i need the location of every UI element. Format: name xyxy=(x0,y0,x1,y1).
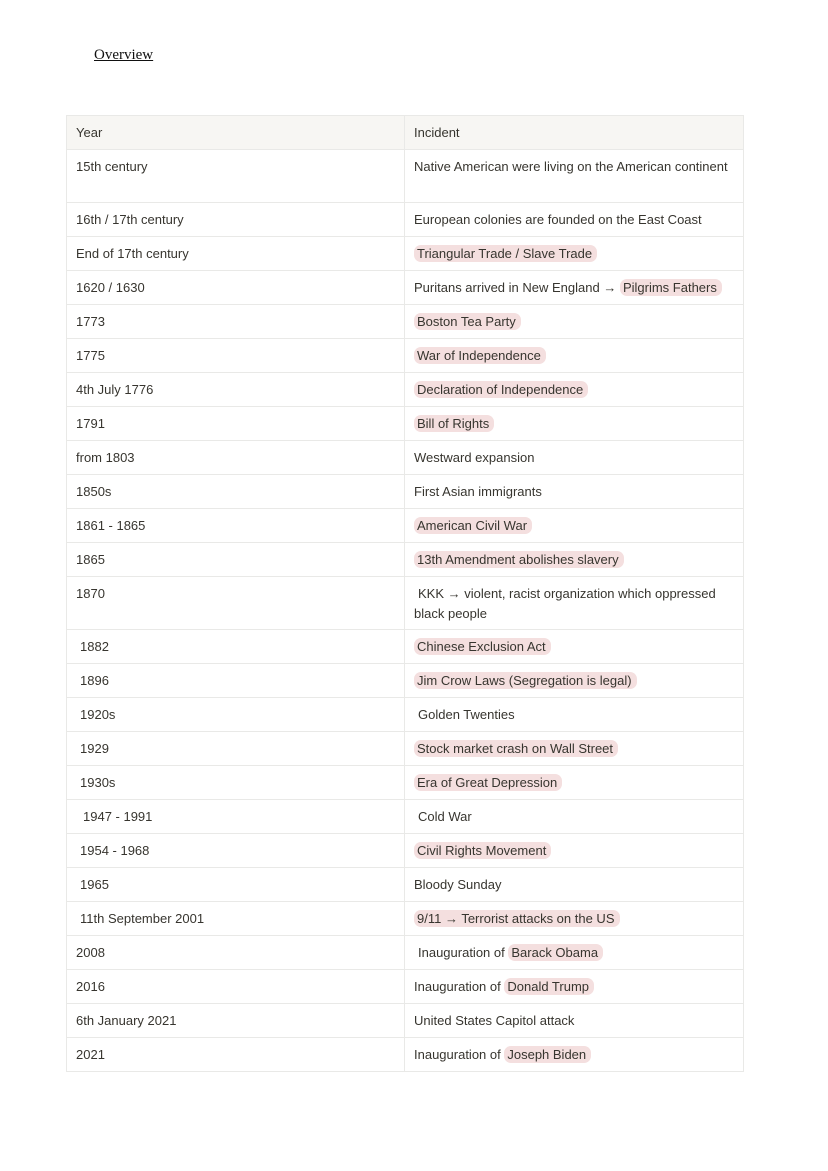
year-column-header: Year xyxy=(67,116,405,150)
incident-text: Westward expansion xyxy=(414,450,535,465)
incident-text: Cold War xyxy=(418,809,472,824)
table-row xyxy=(67,407,744,441)
year-cell xyxy=(67,868,405,902)
table-row xyxy=(67,732,744,766)
incident-cell xyxy=(405,664,744,698)
highlighted-incident: War of Independence xyxy=(414,347,546,364)
year-cell xyxy=(67,698,405,732)
year-text: 1896 xyxy=(80,673,109,688)
year-cell xyxy=(67,630,405,664)
year-cell xyxy=(67,834,405,868)
incident-text: European colonies are founded on the East Coast xyxy=(414,212,702,227)
table-row xyxy=(67,698,744,732)
year-cell: 1850s xyxy=(67,475,405,509)
highlighted-incident: 13th Amendment abolishes slavery xyxy=(414,551,624,568)
highlighted-incident: Joseph Biden xyxy=(504,1046,591,1063)
incident-cell xyxy=(405,970,744,1004)
page-heading: Overview xyxy=(94,47,154,63)
year-cell: End of 17th century xyxy=(67,237,405,271)
highlighted-incident: Boston Tea Party xyxy=(414,313,521,330)
incident-text: Inauguration of xyxy=(414,1047,501,1062)
year-cell xyxy=(67,664,405,698)
table-row xyxy=(67,305,744,339)
highlighted-incident: Bill of Rights xyxy=(414,415,494,432)
incident-text: KKK → violent, racist organization which oppressed black people xyxy=(414,586,716,621)
year-cell xyxy=(67,732,405,766)
year-cell: 1870 xyxy=(67,577,405,630)
year-cell: 2008 xyxy=(67,936,405,970)
year-cell xyxy=(67,800,405,834)
incident-cell xyxy=(405,150,744,203)
incident-cell xyxy=(405,577,744,630)
incident-cell xyxy=(405,902,744,936)
incident-cell xyxy=(405,407,744,441)
table-row xyxy=(67,834,744,868)
table-row xyxy=(67,150,744,203)
table-row xyxy=(67,766,744,800)
incident-cell xyxy=(405,868,744,902)
highlighted-incident: Civil Rights Movement xyxy=(414,842,551,859)
year-cell xyxy=(67,766,405,800)
incident-text: Bloody Sunday xyxy=(414,877,502,892)
incident-cell xyxy=(405,509,744,543)
incident-cell xyxy=(405,339,744,373)
incident-cell xyxy=(405,373,744,407)
highlighted-incident: Barack Obama xyxy=(508,944,603,961)
highlighted-incident: American Civil War xyxy=(414,517,532,534)
incident-cell xyxy=(405,1038,744,1072)
incident-cell xyxy=(405,630,744,664)
table-row xyxy=(67,1004,744,1038)
highlighted-incident: Jim Crow Laws (Segregation is legal) xyxy=(414,672,637,689)
year-text: 1954 - 1968 xyxy=(80,843,150,858)
incident-cell xyxy=(405,441,744,475)
incident-cell xyxy=(405,800,744,834)
highlighted-incident: Triangular Trade / Slave Trade xyxy=(414,245,597,262)
year-cell: 1775 xyxy=(67,339,405,373)
incident-text: First Asian immigrants xyxy=(414,484,542,499)
year-text: 1930s xyxy=(80,775,116,790)
table-row xyxy=(67,630,744,664)
incident-text: Puritans arrived in New England → xyxy=(414,280,617,295)
highlighted-incident: Stock market crash on Wall Street xyxy=(414,740,618,757)
highlighted-incident: Pilgrims Fathers xyxy=(620,279,722,296)
incident-cell xyxy=(405,475,744,509)
year-cell: 1791 xyxy=(67,407,405,441)
incident-cell xyxy=(405,305,744,339)
table-row xyxy=(67,509,744,543)
table-row xyxy=(67,543,744,577)
highlighted-incident: 9/11 → Terrorist attacks on the US xyxy=(414,910,620,927)
incident-cell xyxy=(405,543,744,577)
highlighted-incident: Era of Great Depression xyxy=(414,774,562,791)
incident-text: Native American were living on the American continent xyxy=(414,159,728,174)
incident-cell xyxy=(405,766,744,800)
table-row xyxy=(67,664,744,698)
table-row xyxy=(67,475,744,509)
table-row xyxy=(67,902,744,936)
table-row xyxy=(67,373,744,407)
incident-text: Inauguration of xyxy=(418,945,505,960)
year-cell: 1865 xyxy=(67,543,405,577)
year-text: 1947 - 1991 xyxy=(83,809,153,824)
year-cell: 2016 xyxy=(67,970,405,1004)
table-header-row xyxy=(67,116,744,150)
table-row xyxy=(67,203,744,237)
year-text: 1965 xyxy=(80,877,109,892)
incident-cell xyxy=(405,834,744,868)
year-cell: 2021 xyxy=(67,1038,405,1072)
table-row xyxy=(67,441,744,475)
year-cell: 1773 xyxy=(67,305,405,339)
timeline-table xyxy=(66,115,744,1072)
year-cell xyxy=(67,902,405,936)
incident-cell xyxy=(405,203,744,237)
year-text: 1882 xyxy=(80,639,109,654)
year-text: 11th September 2001 xyxy=(80,911,205,926)
incident-cell xyxy=(405,237,744,271)
highlighted-incident: Chinese Exclusion Act xyxy=(414,638,551,655)
incident-text: Inauguration of xyxy=(414,979,501,994)
incident-cell xyxy=(405,1004,744,1038)
table-row xyxy=(67,271,744,305)
table-row xyxy=(67,339,744,373)
year-cell: 15th century xyxy=(67,150,405,203)
year-cell: 1620 / 1630 xyxy=(67,271,405,305)
table-row xyxy=(67,577,744,630)
incident-cell xyxy=(405,271,744,305)
table-row xyxy=(67,936,744,970)
year-cell: 4th July 1776 xyxy=(67,373,405,407)
year-text: 1920s xyxy=(80,707,116,722)
highlighted-incident: Declaration of Independence xyxy=(414,381,588,398)
highlighted-incident: Donald Trump xyxy=(504,978,594,995)
year-cell: 1861 - 1865 xyxy=(67,509,405,543)
table-row xyxy=(67,868,744,902)
table-row xyxy=(67,237,744,271)
year-cell: from 1803 xyxy=(67,441,405,475)
table-row xyxy=(67,800,744,834)
table-row xyxy=(67,970,744,1004)
incident-text: Golden Twenties xyxy=(418,707,515,722)
year-text: 1929 xyxy=(80,741,109,756)
year-cell: 16th / 17th century xyxy=(67,203,405,237)
incident-cell xyxy=(405,698,744,732)
table-row xyxy=(67,1038,744,1072)
incident-cell xyxy=(405,936,744,970)
incident-cell xyxy=(405,732,744,766)
incident-column-header: Incident xyxy=(405,116,744,150)
year-cell: 6th January 2021 xyxy=(67,1004,405,1038)
incident-text: United States Capitol attack xyxy=(414,1013,575,1028)
